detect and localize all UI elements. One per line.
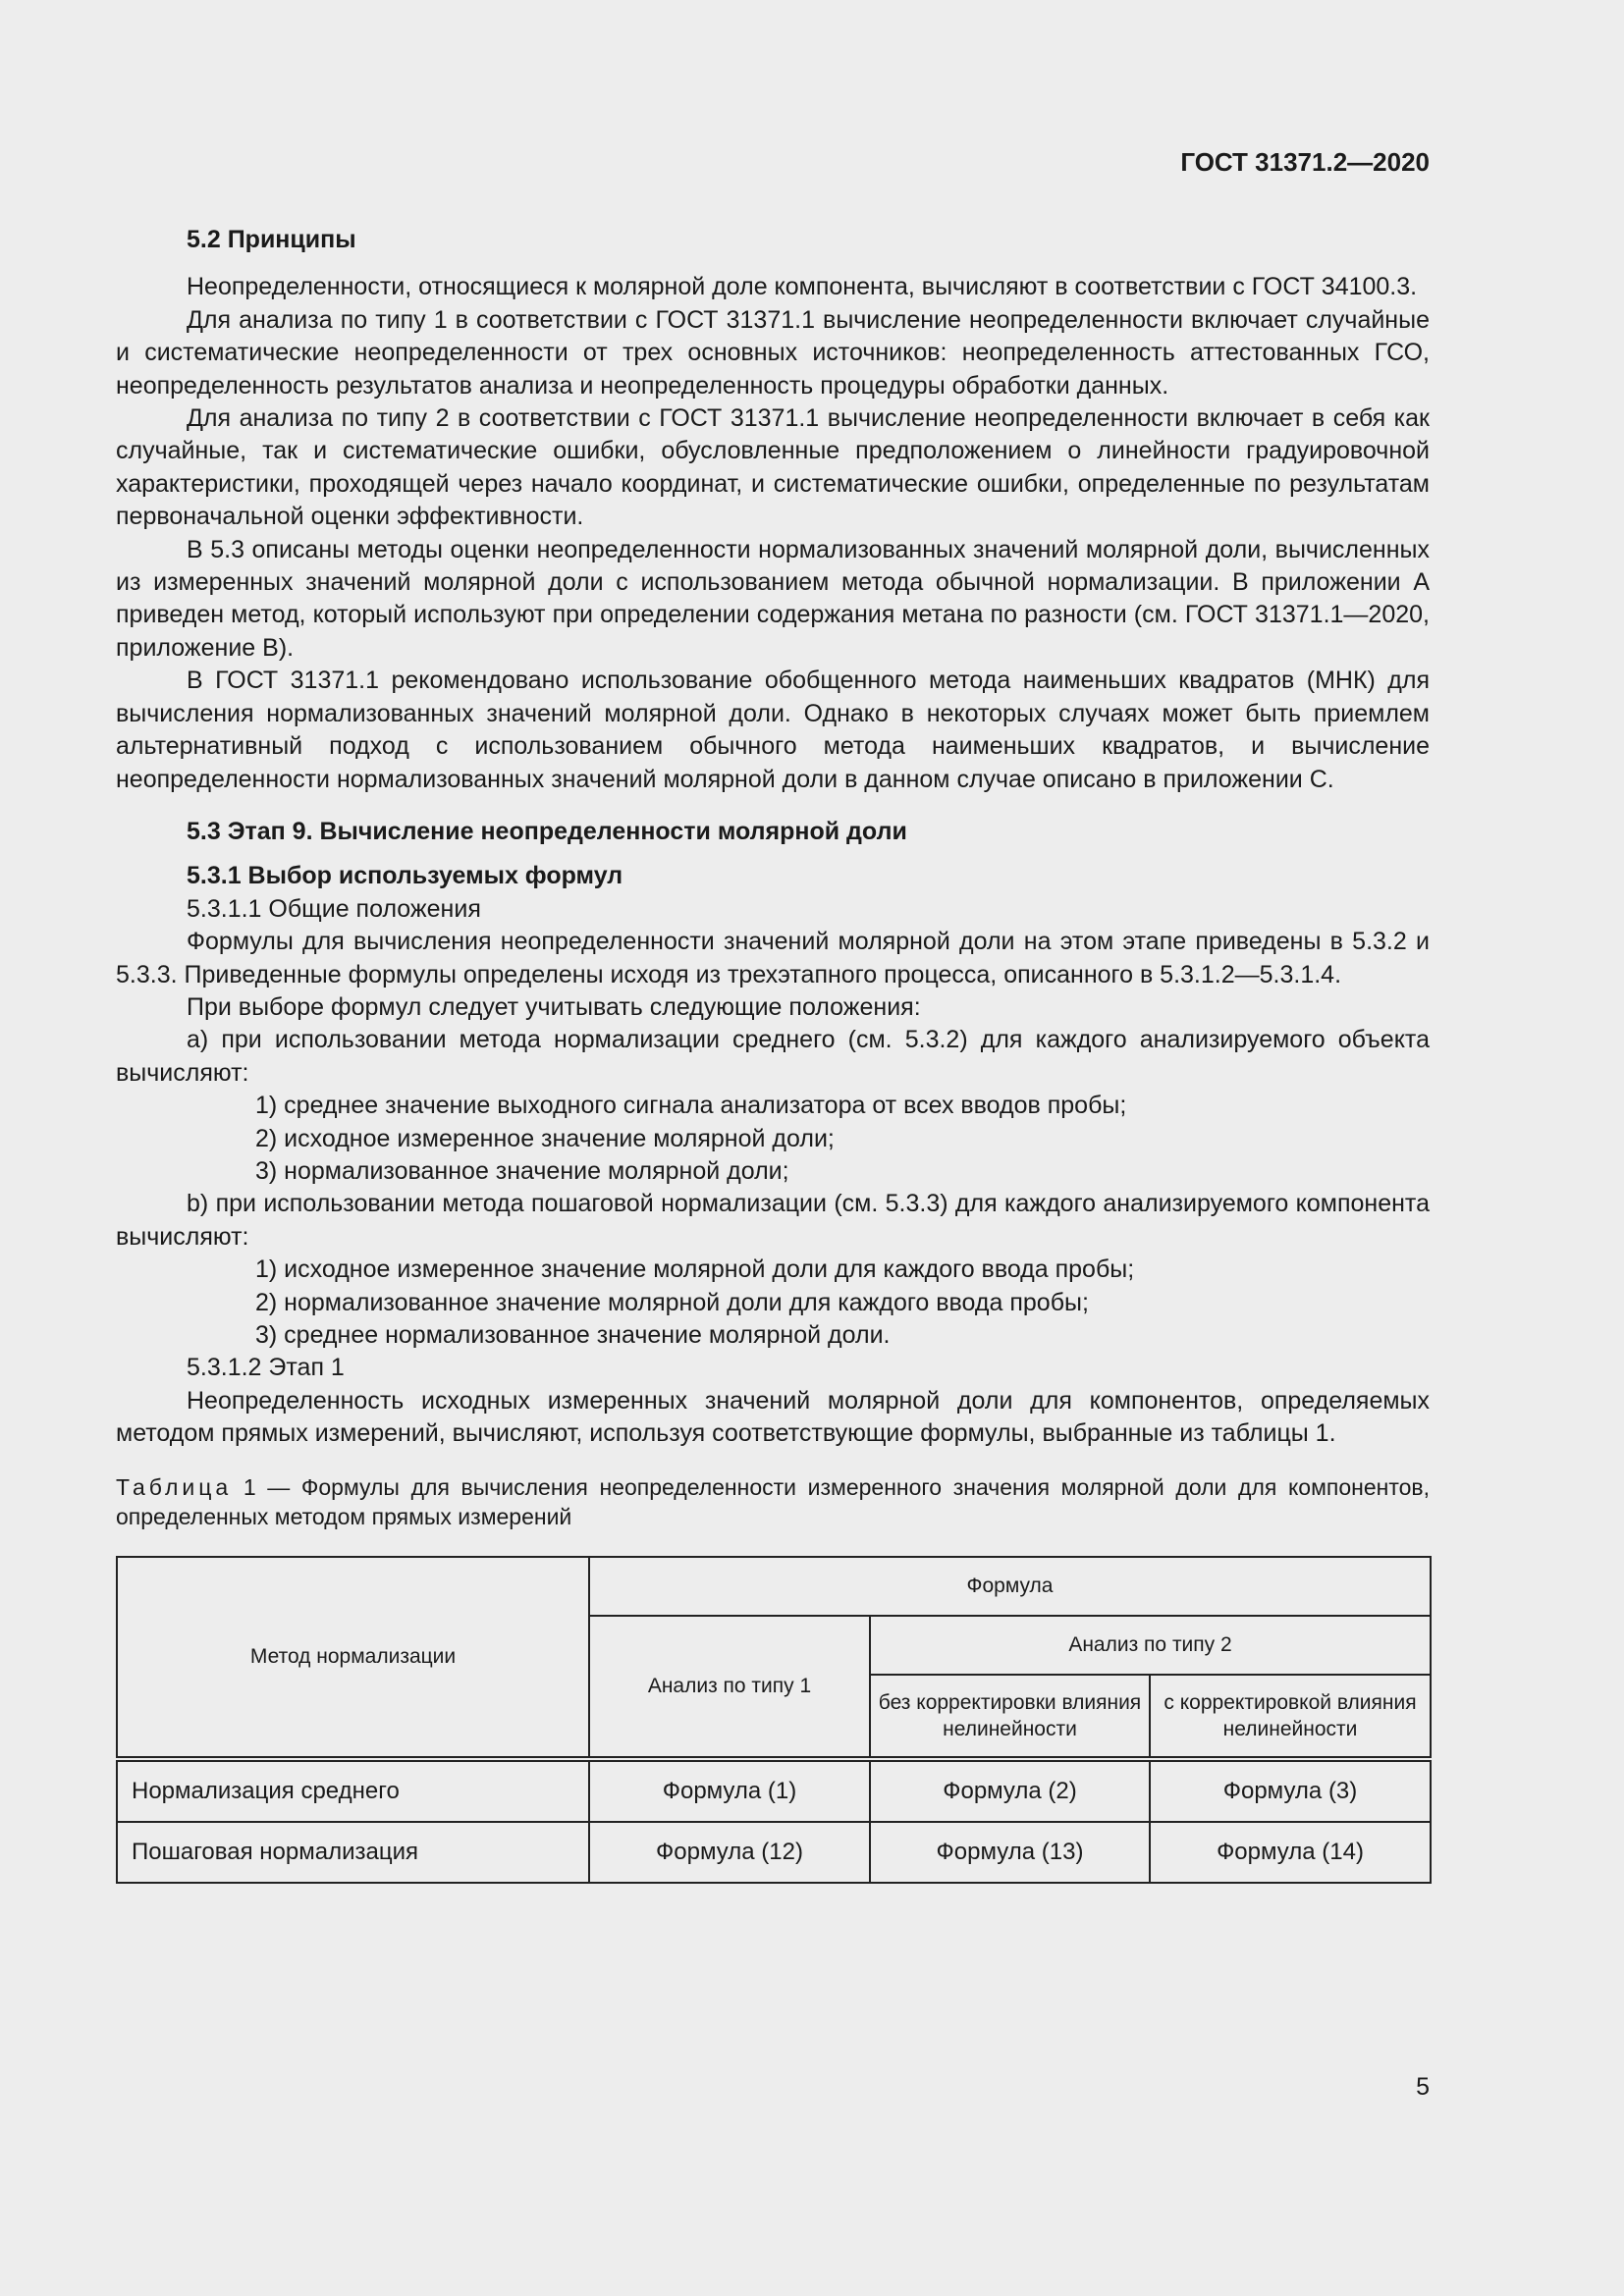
section-heading-5-3: 5.3 Этап 9. Вычисление неопределенности молярной доли <box>187 817 907 845</box>
document-code: ГОСТ 31371.2—2020 <box>1180 147 1430 177</box>
page-content <box>116 224 1430 1884</box>
header-method: Метод нормализации <box>117 1557 589 1759</box>
page-number: 5 <box>1416 2073 1430 2101</box>
paragraph: Неопределенности, относящиеся к молярной доле компонента, вычисляют в соответствии с ГОСТ 34100.3. <box>187 273 1418 301</box>
cell-type-1: Формула (1) <box>589 1759 870 1822</box>
row-method: Нормализация среднего <box>117 1759 589 1822</box>
table-caption-word: Таблица <box>116 1473 233 1500</box>
formulas-table <box>116 1556 1432 1884</box>
subsection-heading-5-3-1: 5.3.1 Выбор используемых формул <box>187 862 623 890</box>
cell-type-2-with: Формула (3) <box>1150 1759 1431 1822</box>
cell-type-1: Формула (12) <box>589 1822 870 1883</box>
header-without-correction: без корректировки влияния нелинейности <box>870 1675 1150 1759</box>
paragraph: В ГОСТ 31371.1 рекомендовано использование обобщенного метода наименьших квадратов (МНК) для вычисления нормализованных значений молярной доли. Однако в некоторых случаях может быть приемлем альтернативный подход с использованием обычного метода наименьших квадратов, и вычисление неопределенности нормализованных значений молярной доли в данном случае описано в приложении С. <box>116 667 1430 793</box>
sub-list-item: 3) среднее нормализованное значение молярной доли. <box>255 1321 891 1349</box>
header-type-1: Анализ по типу 1 <box>589 1616 870 1759</box>
sub-list-item: 2) нормализованное значение молярной доли для каждого ввода пробы; <box>255 1288 1089 1316</box>
table-caption-text: 1 — Формулы для вычисления неопределенности измеренного значения молярной доли для компонентов, определенных методом прямых измерений <box>116 1473 1430 1529</box>
list-item-b: b) при использовании метода пошаговой нормализации (см. 5.3.3) для каждого анализируемого компонента вычисляют: <box>116 1190 1430 1251</box>
row-method: Пошаговая нормализация <box>117 1822 589 1883</box>
cell-type-2-without: Формула (13) <box>870 1822 1150 1883</box>
cell-type-2-with: Формула (14) <box>1150 1822 1431 1883</box>
sub-list-item: 3) нормализованное значение молярной доли; <box>255 1156 789 1185</box>
paragraph: При выборе формул следует учитывать следующие положения: <box>187 992 921 1021</box>
clause-5-3-1-1: 5.3.1.1 Общие положения <box>187 894 481 923</box>
table-caption <box>116 1472 1430 1531</box>
clause-5-3-1-2: 5.3.1.2 Этап 1 <box>187 1354 345 1382</box>
paragraph: Для анализа по типу 1 в соответствии с ГОСТ 31371.1 вычисление неопределенности включает случайные и систематические неопределенности от трех основных источников: неопределенность аттестованных ГСО, неопределенность результатов анализа и неопределенность процедуры обработки данных. <box>116 305 1430 400</box>
section-heading-5-2: 5.2 Принципы <box>187 226 356 253</box>
paragraph: Неопределенность исходных измеренных значений молярной доли для компонентов, определяемых методом прямых измерений, вычисляют, используя соответствующие формулы, выбранные из таблицы 1. <box>116 1386 1430 1448</box>
paragraph: Формулы для вычисления неопределенности значений молярной доли на этом этапе приведены в 5.3.2 и 5.3.3. Приведенные формулы определены исходя из трехэтапного процесса, описанного в 5.3.1.2—5.3.1.4. <box>116 928 1430 988</box>
header-type-2: Анализ по типу 2 <box>870 1616 1431 1675</box>
paragraph: Для анализа по типу 2 в соответствии с ГОСТ 31371.1 вычисление неопределенности включает в себя как случайные, так и систематические ошибки, обусловленные предположением о линейности градуировочной характеристики, проходящей через начало координат, и систематические ошибки, определенные по результатам первоначальной оценки эффективности. <box>116 404 1430 531</box>
sub-list-item: 1) среднее значение выходного сигнала анализатора от всех вводов пробы; <box>255 1092 1127 1120</box>
header-with-correction: с корректировкой влияния нелинейности <box>1150 1675 1431 1759</box>
cell-type-2-without: Формула (2) <box>870 1759 1150 1822</box>
header-formula: Формула <box>589 1557 1431 1616</box>
sub-list-item: 1) исходное измеренное значение молярной доли для каждого ввода пробы; <box>255 1255 1135 1284</box>
list-item-a: а) при использовании метода нормализации среднего (см. 5.3.2) для каждого анализируемого объекта вычисляют: <box>116 1026 1430 1087</box>
paragraph: В 5.3 описаны методы оценки неопределенности нормализованных значений молярной доли, вычисленных из измеренных значений молярной доли с использованием метода обычной нормализации. В приложении А приведен метод, который используют при определении содержания метана по разности (см. ГОСТ 31371.1—2020, приложение В). <box>116 535 1430 662</box>
table-row <box>117 1759 1431 1822</box>
sub-list-item: 2) исходное измеренное значение молярной доли; <box>255 1124 835 1152</box>
table-row <box>117 1822 1431 1883</box>
